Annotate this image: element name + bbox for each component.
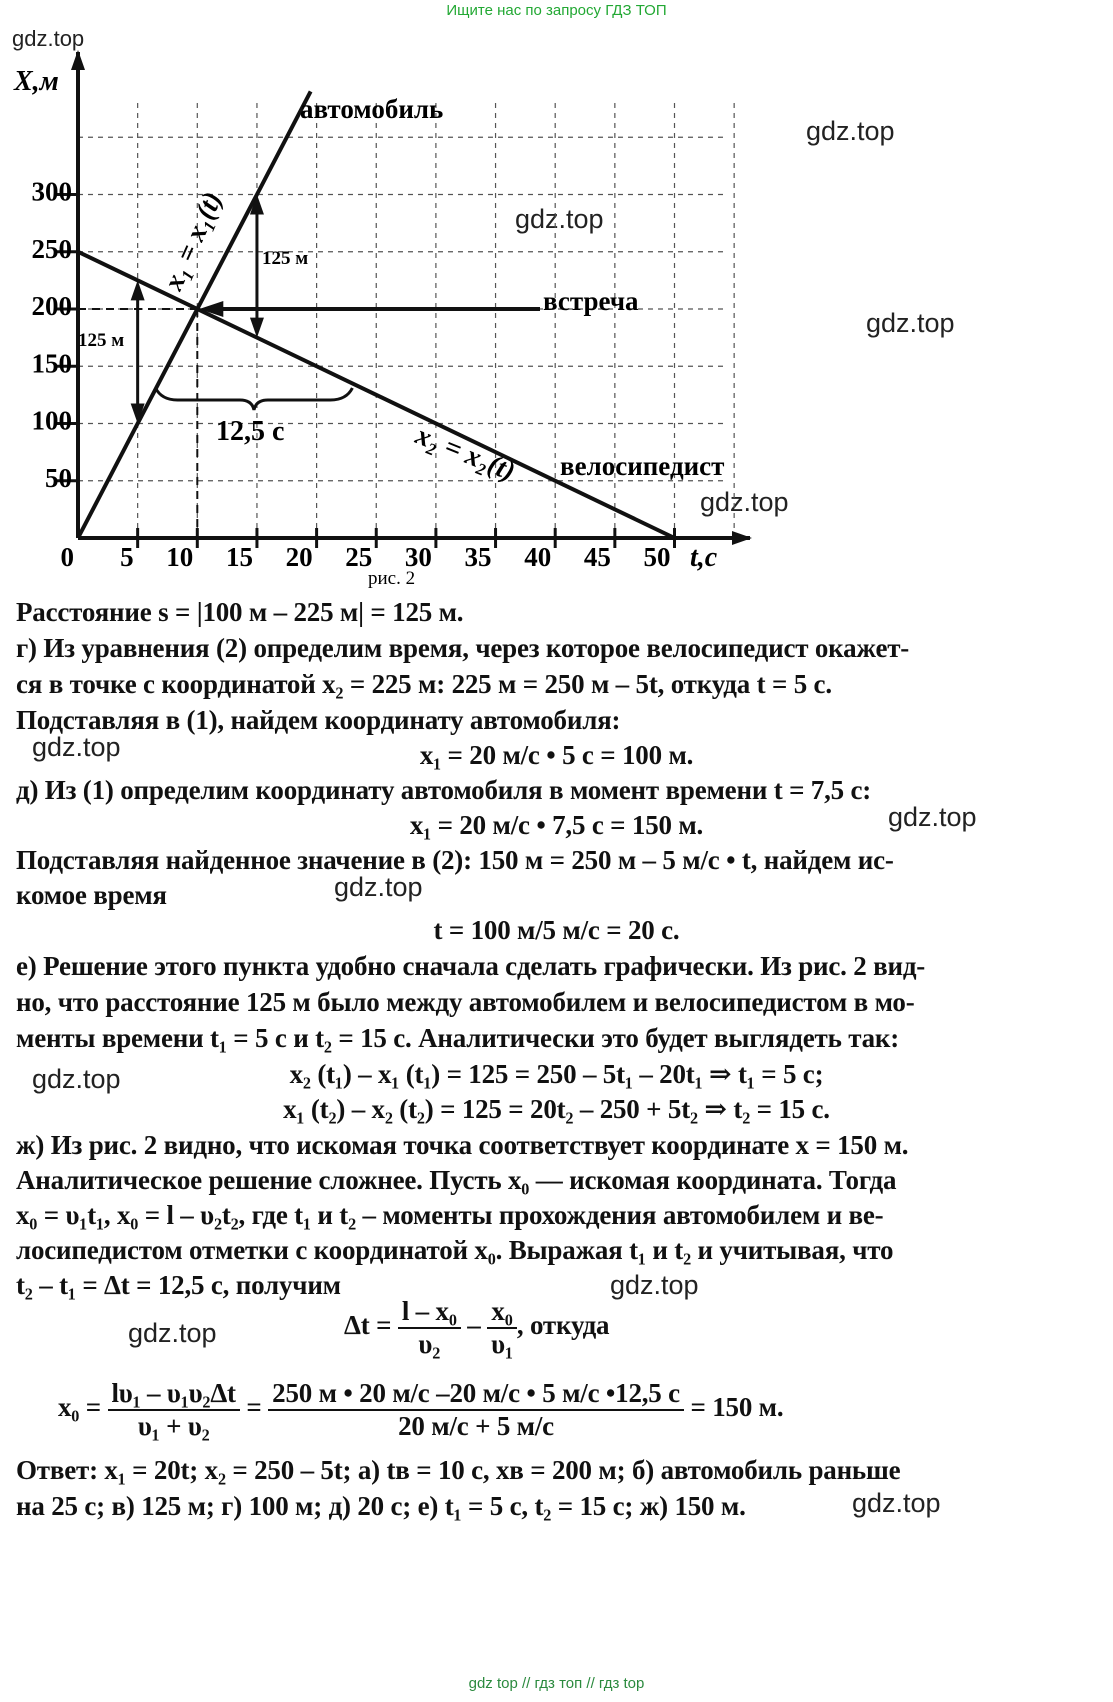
y-tick-label: 150 bbox=[31, 348, 72, 379]
text-line: Расстояние s = |100 м – 225 м| = 125 м. bbox=[16, 597, 464, 627]
y-axis-label: X,м bbox=[14, 66, 59, 97]
figure-caption: рис. 2 bbox=[368, 568, 416, 589]
series-line-car bbox=[78, 91, 311, 538]
watermark: gdz.top bbox=[334, 872, 423, 902]
x-tick-label: 20 bbox=[285, 542, 313, 572]
watermark: gdz.top bbox=[12, 26, 85, 51]
fraction bbox=[398, 1296, 461, 1360]
watermark: gdz.top bbox=[515, 204, 604, 234]
top-banner: Ищите нас по запросу ГДЗ ТОП bbox=[446, 2, 667, 19]
x-tick-label: 50 bbox=[643, 542, 671, 572]
watermark: gdz.top bbox=[700, 487, 789, 517]
numerator: l – x₀ bbox=[398, 1296, 461, 1329]
text-line: комое время bbox=[16, 880, 167, 910]
watermark: gdz.top bbox=[128, 1318, 217, 1348]
y-axis-arrow bbox=[71, 50, 85, 70]
fraction bbox=[487, 1296, 517, 1360]
text-line: менты времени t₁ = 5 с и t₂ = 15 с. Аналитически это будет выглядеть так: bbox=[16, 1023, 900, 1053]
formula-lhs: Δt = bbox=[344, 1310, 392, 1341]
formula-line: x₂ (t₁) – x₁ (t₁) = 125 = 250 – 5t₁ – 20t₁ ⇒ t₁ = 5 с; bbox=[289, 1059, 824, 1089]
x-tick-label: 45 bbox=[583, 542, 611, 572]
series-label-bike: велосипедист bbox=[560, 451, 725, 481]
text-line: Подставляя найденное значение в (2): 150 м = 250 м – 5 м/с • t, найдем ис- bbox=[16, 845, 894, 875]
equals-sign: = bbox=[246, 1392, 262, 1423]
footer: gdz top // гдз топ // гдз top bbox=[468, 1675, 645, 1692]
position-time-chart bbox=[0, 0, 1113, 600]
text-line: лосипедистом отметки с координатой x₀. Выражая t₁ и t₂ и учитывая, что bbox=[16, 1235, 894, 1265]
watermark: gdz.top bbox=[888, 802, 977, 832]
x-tick-label: 10 bbox=[166, 542, 194, 572]
fraction bbox=[268, 1378, 684, 1442]
x-axis-label: t,с bbox=[690, 542, 718, 573]
answer-line: на 25 с; в) 125 м; г) 100 м; д) 20 с; е) t₁ = 5 с, t₂ = 15 с; ж) 150 м. bbox=[16, 1491, 746, 1521]
formula-x0 bbox=[58, 1378, 783, 1442]
y-tick-label: 250 bbox=[31, 233, 72, 264]
formula-line: t = 100 м/5 м/с = 20 с. bbox=[433, 915, 680, 945]
minus-sign: – bbox=[467, 1310, 481, 1341]
x-tick-label: 25 bbox=[345, 542, 373, 572]
watermark: gdz.top bbox=[610, 1270, 699, 1300]
interval-brace bbox=[156, 388, 353, 410]
x-tick-label: 35 bbox=[464, 542, 492, 572]
meeting-label: встреча bbox=[543, 286, 639, 316]
y-tick-label: 100 bbox=[31, 405, 72, 436]
y-tick-label: 300 bbox=[31, 176, 72, 207]
formula-line: x₁ (t₂) – x₂ (t₂) = 125 = 20t₂ – 250 + 5t₂ ⇒ t₂ = 15 с. bbox=[283, 1094, 830, 1124]
text-line: x₀ = υ₁t₁, x₀ = l – υ₂t₂, где t₁ и t₂ – моменты прохождения автомобилем и ве- bbox=[16, 1200, 884, 1230]
y-tick-label: 200 bbox=[31, 291, 72, 321]
numerator: 250 м • 20 м/с –20 м/с • 5 м/с •12,5 с bbox=[268, 1378, 684, 1411]
formula-line: x₁ = 20 м/с • 7,5 с = 150 м. bbox=[409, 810, 704, 840]
watermark: gdz.top bbox=[852, 1488, 941, 1518]
x-axis-arrow bbox=[732, 531, 752, 545]
x-tick-label: 40 bbox=[524, 542, 552, 572]
distance-label-right: 125 м bbox=[262, 248, 309, 269]
text-line: Подставляя в (1), найдем координату автомобиля: bbox=[16, 705, 621, 735]
formula-line: x₁ = 20 м/с • 5 с = 100 м. bbox=[419, 740, 694, 770]
numerator: x₀ bbox=[487, 1296, 517, 1329]
text-line: Аналитическое решение сложнее. Пусть x₀ — искомая координата. Тогда bbox=[16, 1165, 897, 1195]
denominator: υ₂ bbox=[418, 1329, 441, 1359]
numerator: lυ₁ – υ₁υ₂Δt bbox=[108, 1378, 240, 1411]
formula-lhs: x₀ = bbox=[58, 1392, 101, 1423]
text-line: ж) Из рис. 2 видно, что искомая точка соответствует координате x = 150 м. bbox=[16, 1130, 909, 1160]
fraction bbox=[108, 1378, 240, 1442]
watermark: gdz.top bbox=[32, 1064, 121, 1094]
x-tick-label: 5 bbox=[120, 542, 134, 572]
x-tick-label: 30 bbox=[404, 542, 432, 572]
watermark: gdz.top bbox=[866, 308, 955, 338]
text-line: но, что расстояние 125 м было между автомобилем и велосипедистом в мо- bbox=[16, 987, 915, 1017]
denominator: υ₁ bbox=[491, 1329, 513, 1359]
formula-tail: , откуда bbox=[516, 1310, 610, 1341]
interval-label: 12,5 с bbox=[216, 416, 285, 447]
denominator: υ₁ + υ₂ bbox=[137, 1411, 210, 1441]
formula-result: = 150 м. bbox=[690, 1392, 784, 1423]
equation-bike: x₂ = x₂(t) bbox=[411, 419, 520, 488]
y-tick-label: 50 bbox=[45, 462, 72, 493]
text-line: д) Из (1) определим координату автомобиля в момент времени t = 7,5 с: bbox=[16, 775, 872, 805]
x-tick-label: 15 bbox=[225, 542, 253, 572]
distance-label-left: 125 м bbox=[78, 330, 125, 351]
series-label-car: автомобиль bbox=[300, 94, 444, 124]
equation-car: x₁ = x₁(t) bbox=[158, 187, 229, 295]
watermark: gdz.top bbox=[806, 116, 895, 146]
formula-delta-t bbox=[344, 1296, 609, 1360]
watermark: gdz.top bbox=[32, 732, 121, 762]
text-line: г) Из уравнения (2) определим время, через которое велосипедист окажет- bbox=[16, 633, 910, 663]
text-line: е) Решение этого пункта удобно сначала сделать графически. Из рис. 2 вид- bbox=[16, 951, 926, 981]
denominator: 20 м/с + 5 м/с bbox=[398, 1411, 554, 1441]
answer-line: Ответ: x₁ = 20t; x₂ = 250 – 5t; а) tв = 10 с, xв = 200 м; б) автомобиль раньше bbox=[16, 1455, 901, 1485]
x-tick-label: 0 bbox=[60, 542, 74, 572]
text-line: t₂ – t₁ = Δt = 12,5 с, получим bbox=[16, 1270, 341, 1300]
text-line: ся в точке с координатой x₂ = 225 м: 225 м = 250 м – 5t, откуда t = 5 с. bbox=[16, 669, 832, 699]
